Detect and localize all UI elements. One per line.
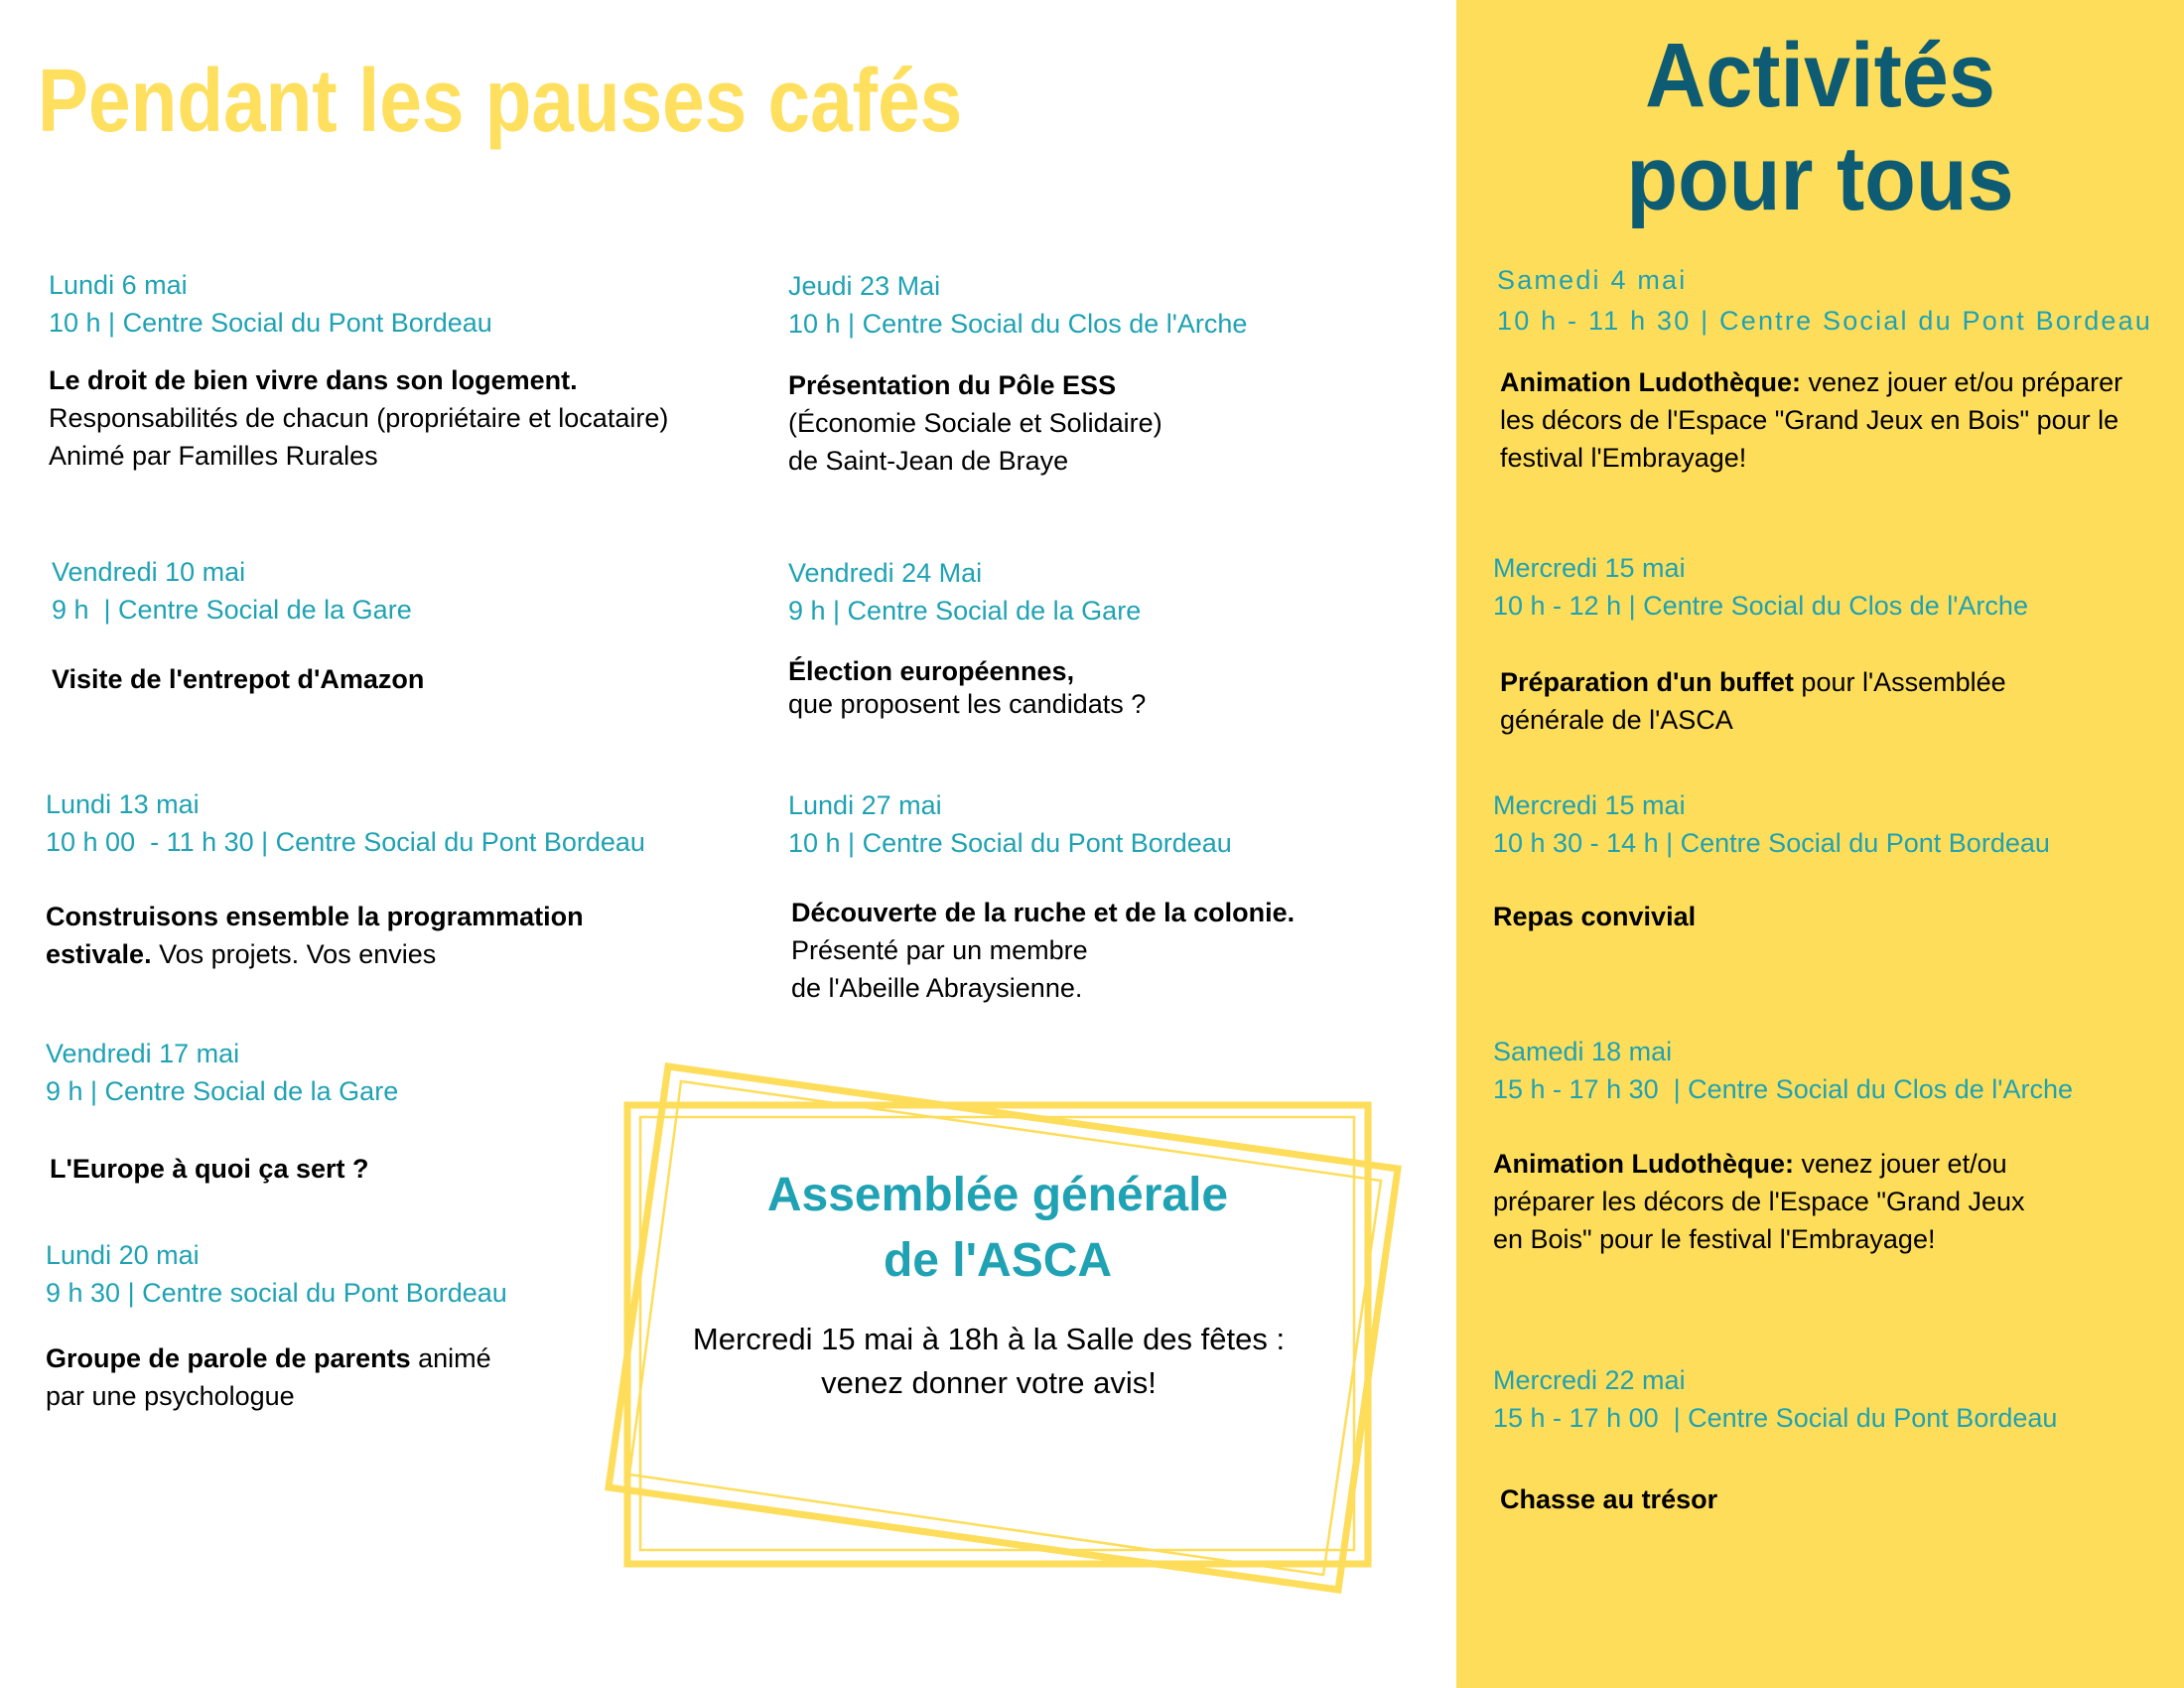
event-description: pour l'Assemblée [1793, 667, 2006, 697]
event-time-location: 9 h | Centre Social de la Gare [46, 1076, 399, 1106]
assemblee-title-line1: Assemblée générale [766, 1169, 1229, 1221]
event-description-line: que proposent les candidats ? [788, 689, 1147, 719]
event-date: Lundi 6 mai [49, 270, 188, 300]
event-date: Vendredi 10 mai [52, 557, 246, 587]
event-time-location: 9 h 30 | Centre social du Pont Bordeau [46, 1278, 507, 1308]
event-time-location: 10 h - 11 h 30 | Centre Social du Pont Bordeau [1497, 306, 2153, 336]
event-description-line: générale de l'ASCA [1500, 705, 1733, 735]
event-time-location: 10 h 00 - 11 h 30 | Centre Social du Pont Bordeau [46, 827, 645, 857]
event-description-line: festival l'Embrayage! [1500, 443, 1747, 473]
event-time-location: 9 h | Centre Social de la Gare [52, 595, 412, 625]
event-time-location: 10 h | Centre Social du Pont Bordeau [788, 828, 1232, 858]
event-title-bold: Découverte de la ruche et de la colonie. [791, 898, 1296, 927]
event-description-line: Présenté par un membre [791, 935, 1088, 965]
event-time-location: 9 h | Centre Social de la Gare [788, 596, 1142, 626]
event-description: venez jouer et/ou préparer [1800, 367, 2123, 397]
event-title-bold: Groupe de parole de parents [46, 1343, 411, 1373]
event-title-bold: Chasse au trésor [1500, 1484, 1718, 1514]
event-description-line: les décors de l'Espace "Grand Jeux en Bois" pour le [1500, 405, 2119, 435]
event-date: Jeudi 23 Mai [788, 271, 941, 301]
assemblee-body-line1: Mercredi 15 mai à 18h à la Salle des fêtes : [692, 1322, 1286, 1356]
event-time-location: 10 h | Centre Social du Clos de l'Arche [788, 309, 1248, 339]
event-date: Mercredi 15 mai [1493, 553, 1686, 583]
event-date: Samedi 4 mai [1497, 265, 1688, 295]
event-title-bold: L'Europe à quoi ça sert ? [50, 1154, 369, 1184]
event-title-bold: Animation Ludothèque: [1493, 1149, 1794, 1179]
event-date: Mercredi 22 mai [1493, 1365, 1686, 1395]
event-time-location: 10 h 30 - 14 h | Centre Social du Pont Bordeau [1493, 828, 2050, 858]
event-time-location: 15 h - 17 h 00 | Centre Social du Pont Bordeau [1493, 1403, 2058, 1433]
event-title-bold: Animation Ludothèque: [1500, 367, 1801, 397]
assemblee-body [625, 1318, 1352, 1405]
event-description: Vos projets. Vos envies [151, 939, 437, 969]
event-title-bold: Le droit de bien vivre dans son logement. [49, 365, 578, 395]
assemblee-body-line2: venez donner votre avis! [821, 1365, 1157, 1400]
event-description-line: préparer les décors de l'Espace "Grand Jeux [1493, 1187, 2025, 1216]
event-title-bold: Préparation d'un buffet [1500, 667, 1794, 697]
event-description-line: en Bois" pour le festival l'Embrayage! [1493, 1224, 1936, 1254]
event-date: Mercredi 15 mai [1493, 790, 1686, 820]
event-description-line: de Saint-Jean de Braye [788, 446, 1069, 476]
event-description-line: Responsabilités de chacun (propriétaire et locataire) [49, 403, 669, 433]
event-date: Samedi 18 mai [1493, 1037, 1673, 1066]
event-time-location: 10 h | Centre Social du Pont Bordeau [49, 308, 492, 338]
event-date: Vendredi 24 Mai [788, 558, 983, 588]
event-time-location: 10 h - 12 h | Centre Social du Clos de l'Arche [1493, 591, 2028, 621]
event-description-line: (Économie Sociale et Solidaire) [788, 408, 1162, 438]
event-title-bold: Construisons ensemble la programmation [46, 902, 584, 931]
event-title-bold: Élection européennes, [788, 656, 1075, 686]
event-description: animé [410, 1343, 491, 1373]
event-date: Lundi 20 mai [46, 1240, 200, 1270]
event-date: Lundi 27 mai [788, 790, 942, 820]
pauses-cafes-title: Pendant les pauses cafés [38, 52, 963, 151]
event-title-bold: Repas convivial [1493, 902, 1697, 931]
activites-title-line2: pour tous [1626, 128, 2014, 229]
event-title-bold: Présentation du Pôle ESS [788, 370, 1117, 400]
event-date: Vendredi 17 mai [46, 1039, 240, 1068]
event-time-location: 15 h - 17 h 30 | Centre Social du Clos de l'Arche [1493, 1074, 2073, 1104]
event-description-line: par une psychologue [46, 1381, 295, 1411]
event-title-bold: Visite de l'entrepot d'Amazon [52, 664, 425, 694]
assemblee-title [625, 1163, 1370, 1294]
assemblee-title-line2: de l'ASCA [883, 1234, 1113, 1287]
event-description-line: de l'Abeille Abraysienne. [791, 973, 1083, 1003]
event-description-line: Animé par Familles Rurales [49, 441, 378, 471]
event-description: venez jouer et/ou [1793, 1149, 2007, 1179]
event-title-bold-2: estivale. [46, 939, 152, 969]
event-date: Lundi 13 mai [46, 789, 200, 819]
activites-title-line1: Activités [1645, 25, 1995, 126]
